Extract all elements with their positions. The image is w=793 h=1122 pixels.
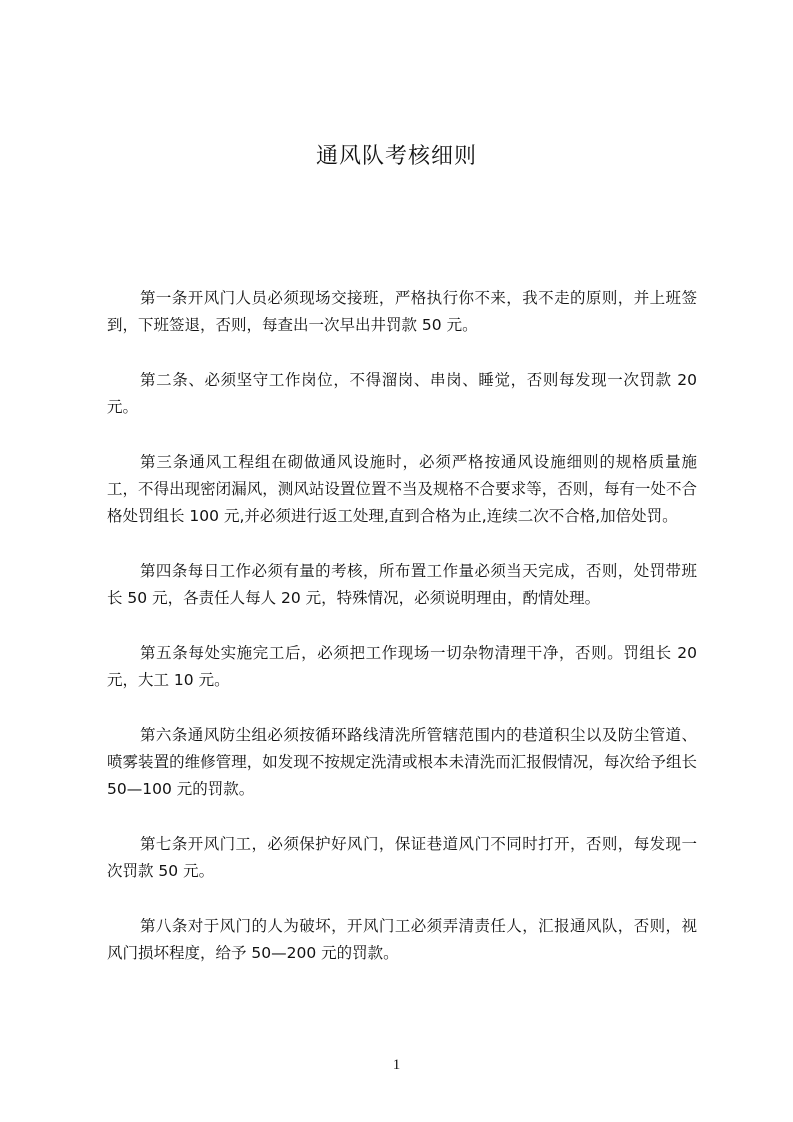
- article-3: 第三条通风工程组在砌做通风设施时，必须严格按通风设施细则的规格质量施工，不得出现密闭漏风，测风站设置位置不当及规格不合要求等，否则，每有一处不合格处罚组长 100 元,并必须进行返工处理,直到合格为止,连续二次不合格,加倍处罚。: [107, 453, 697, 525]
- article-4: 第四条每日工作必须有量的考核，所布置工作量必须当天完成，否则，处罚带班长 50 元，各责任人每人 20 元，特殊情况，必须说明理由，酌情处理。: [107, 562, 697, 607]
- article-1: 第一条开风门人员必须现场交接班，严格执行你不来，我不走的原则，并上班签到，下班签退，否则，每查出一次早出井罚款 50 元。: [107, 289, 697, 334]
- article-5: 第五条每处实施完工后，必须把工作现场一切杂物清理干净，否则。罚组长 20 元，大工 10 元。: [107, 644, 697, 689]
- document-body: [107, 285, 697, 995]
- article-6: 第六条通风防尘组必须按循环路线清洗所管辖范围内的巷道积尘以及防尘管道、喷雾装置的维修管理，如发现不按规定洗清或根本未清洗而汇报假情况，每次给予组长 50—100 元的罚款。: [107, 726, 697, 798]
- article-8: 第八条对于风门的人为破坏，开风门工必须弄清责任人，汇报通风队，否则，视风门损坏程度，给予 50—200 元的罚款。: [107, 917, 697, 962]
- page-title: 通风队考核细则: [315, 144, 477, 169]
- article-7: 第七条开风门工，必须保护好风门，保证巷道风门不同时打开，否则，每发现一次罚款 50 元。: [107, 835, 697, 880]
- page-number: 1: [392, 1057, 401, 1073]
- article-2: 第二条、必须坚守工作岗位，不得溜岗、串岗、睡觉，否则每发现一次罚款 20 元。: [107, 371, 697, 416]
